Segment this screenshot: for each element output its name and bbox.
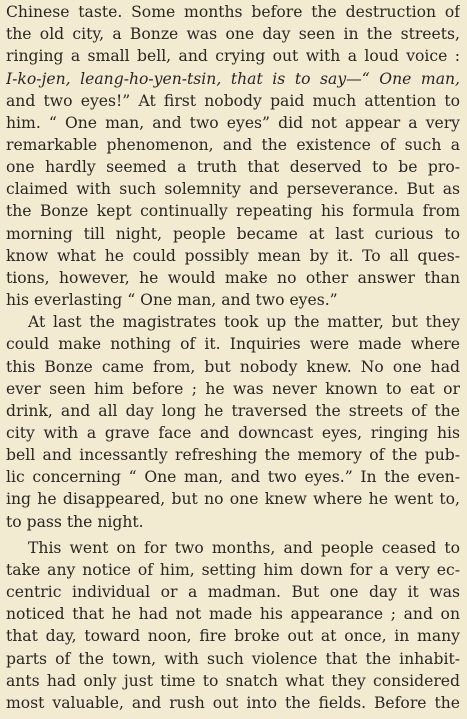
text-line-9: claimed with such solemnity and perseverance. But as — [6, 180, 460, 198]
text-line-30: parts of the town, with such violence that the inhabit- — [6, 650, 460, 668]
text-line-20: city with a grave face and downcast eyes, ringing his — [6, 424, 460, 442]
text-line-3: ringing a small bell, and crying out with a loud voice : — [6, 47, 460, 65]
text-line-25: This went on for two months, and people ceased to — [28, 539, 460, 557]
text-line-28: noticed that he had not made his appearance ; and on — [6, 605, 460, 623]
text-line-26: take any notice of him, setting him down for a very ec- — [6, 561, 460, 579]
text-line-31: ants had only just time to snatch what they considered — [6, 672, 460, 690]
text-line-14: his everlasting “ One man, and two eyes.” — [6, 291, 338, 309]
text-line-2: the old city, a Bonze was one day seen in the streets, — [6, 25, 460, 43]
text-line-15: At last the magistrates took up the matter, but they — [28, 313, 460, 331]
text-line-8: one hardly seemed a truth that deserved to be pro- — [6, 158, 460, 176]
text-line-10: the Bonze kept continually repeating his formula from — [6, 202, 460, 220]
text-line-5: and two eyes!” At first nobody paid much attention to — [6, 92, 460, 110]
text-line-4: I-ko-jen, leang-ho-yen-tsin, that is to say—“ One man, — [6, 70, 460, 88]
text-line-29: that day, toward noon, fire broke out at once, in many — [6, 627, 460, 645]
text-line-11: morning till night, people became at last curious to — [6, 225, 460, 243]
text-line-17: this Bonze came from, but nobody knew. No one had — [6, 358, 460, 376]
text-line-12: know what he could possibly mean by it. To all ques- — [6, 247, 460, 265]
text-line-16: could make nothing of it. Inquiries were made where — [6, 335, 460, 353]
text-line-32: most valuable, and rush out into the fields. Before the — [6, 694, 460, 712]
text-line-19: drink, and all day long he traversed the streets of the — [6, 402, 460, 420]
text-line-23: ing he disappeared, but no one knew where he went to, — [6, 490, 460, 508]
text-line-6: him. “ One man, and two eyes” did not appear a very — [6, 114, 460, 132]
text-line-7: remarkable phenomenon, and the existence of such a — [6, 136, 460, 154]
text-line-24: to pass the night. — [6, 513, 144, 531]
text-line-18: ever seen him before ; he was never known to eat or — [6, 380, 460, 398]
text-line-21: bell and incessantly refreshing the memory of the pub- — [6, 446, 460, 464]
text-line-1: Chinese taste. Some months before the destruction of — [6, 3, 460, 21]
text-line-13: tions, however, he would make no other answer than — [6, 269, 460, 287]
text-line-22: lic concerning “ One man, and two eyes.” In the even- — [6, 468, 460, 486]
text-line-27: centric individual or a madman. But one day it was — [6, 583, 460, 601]
